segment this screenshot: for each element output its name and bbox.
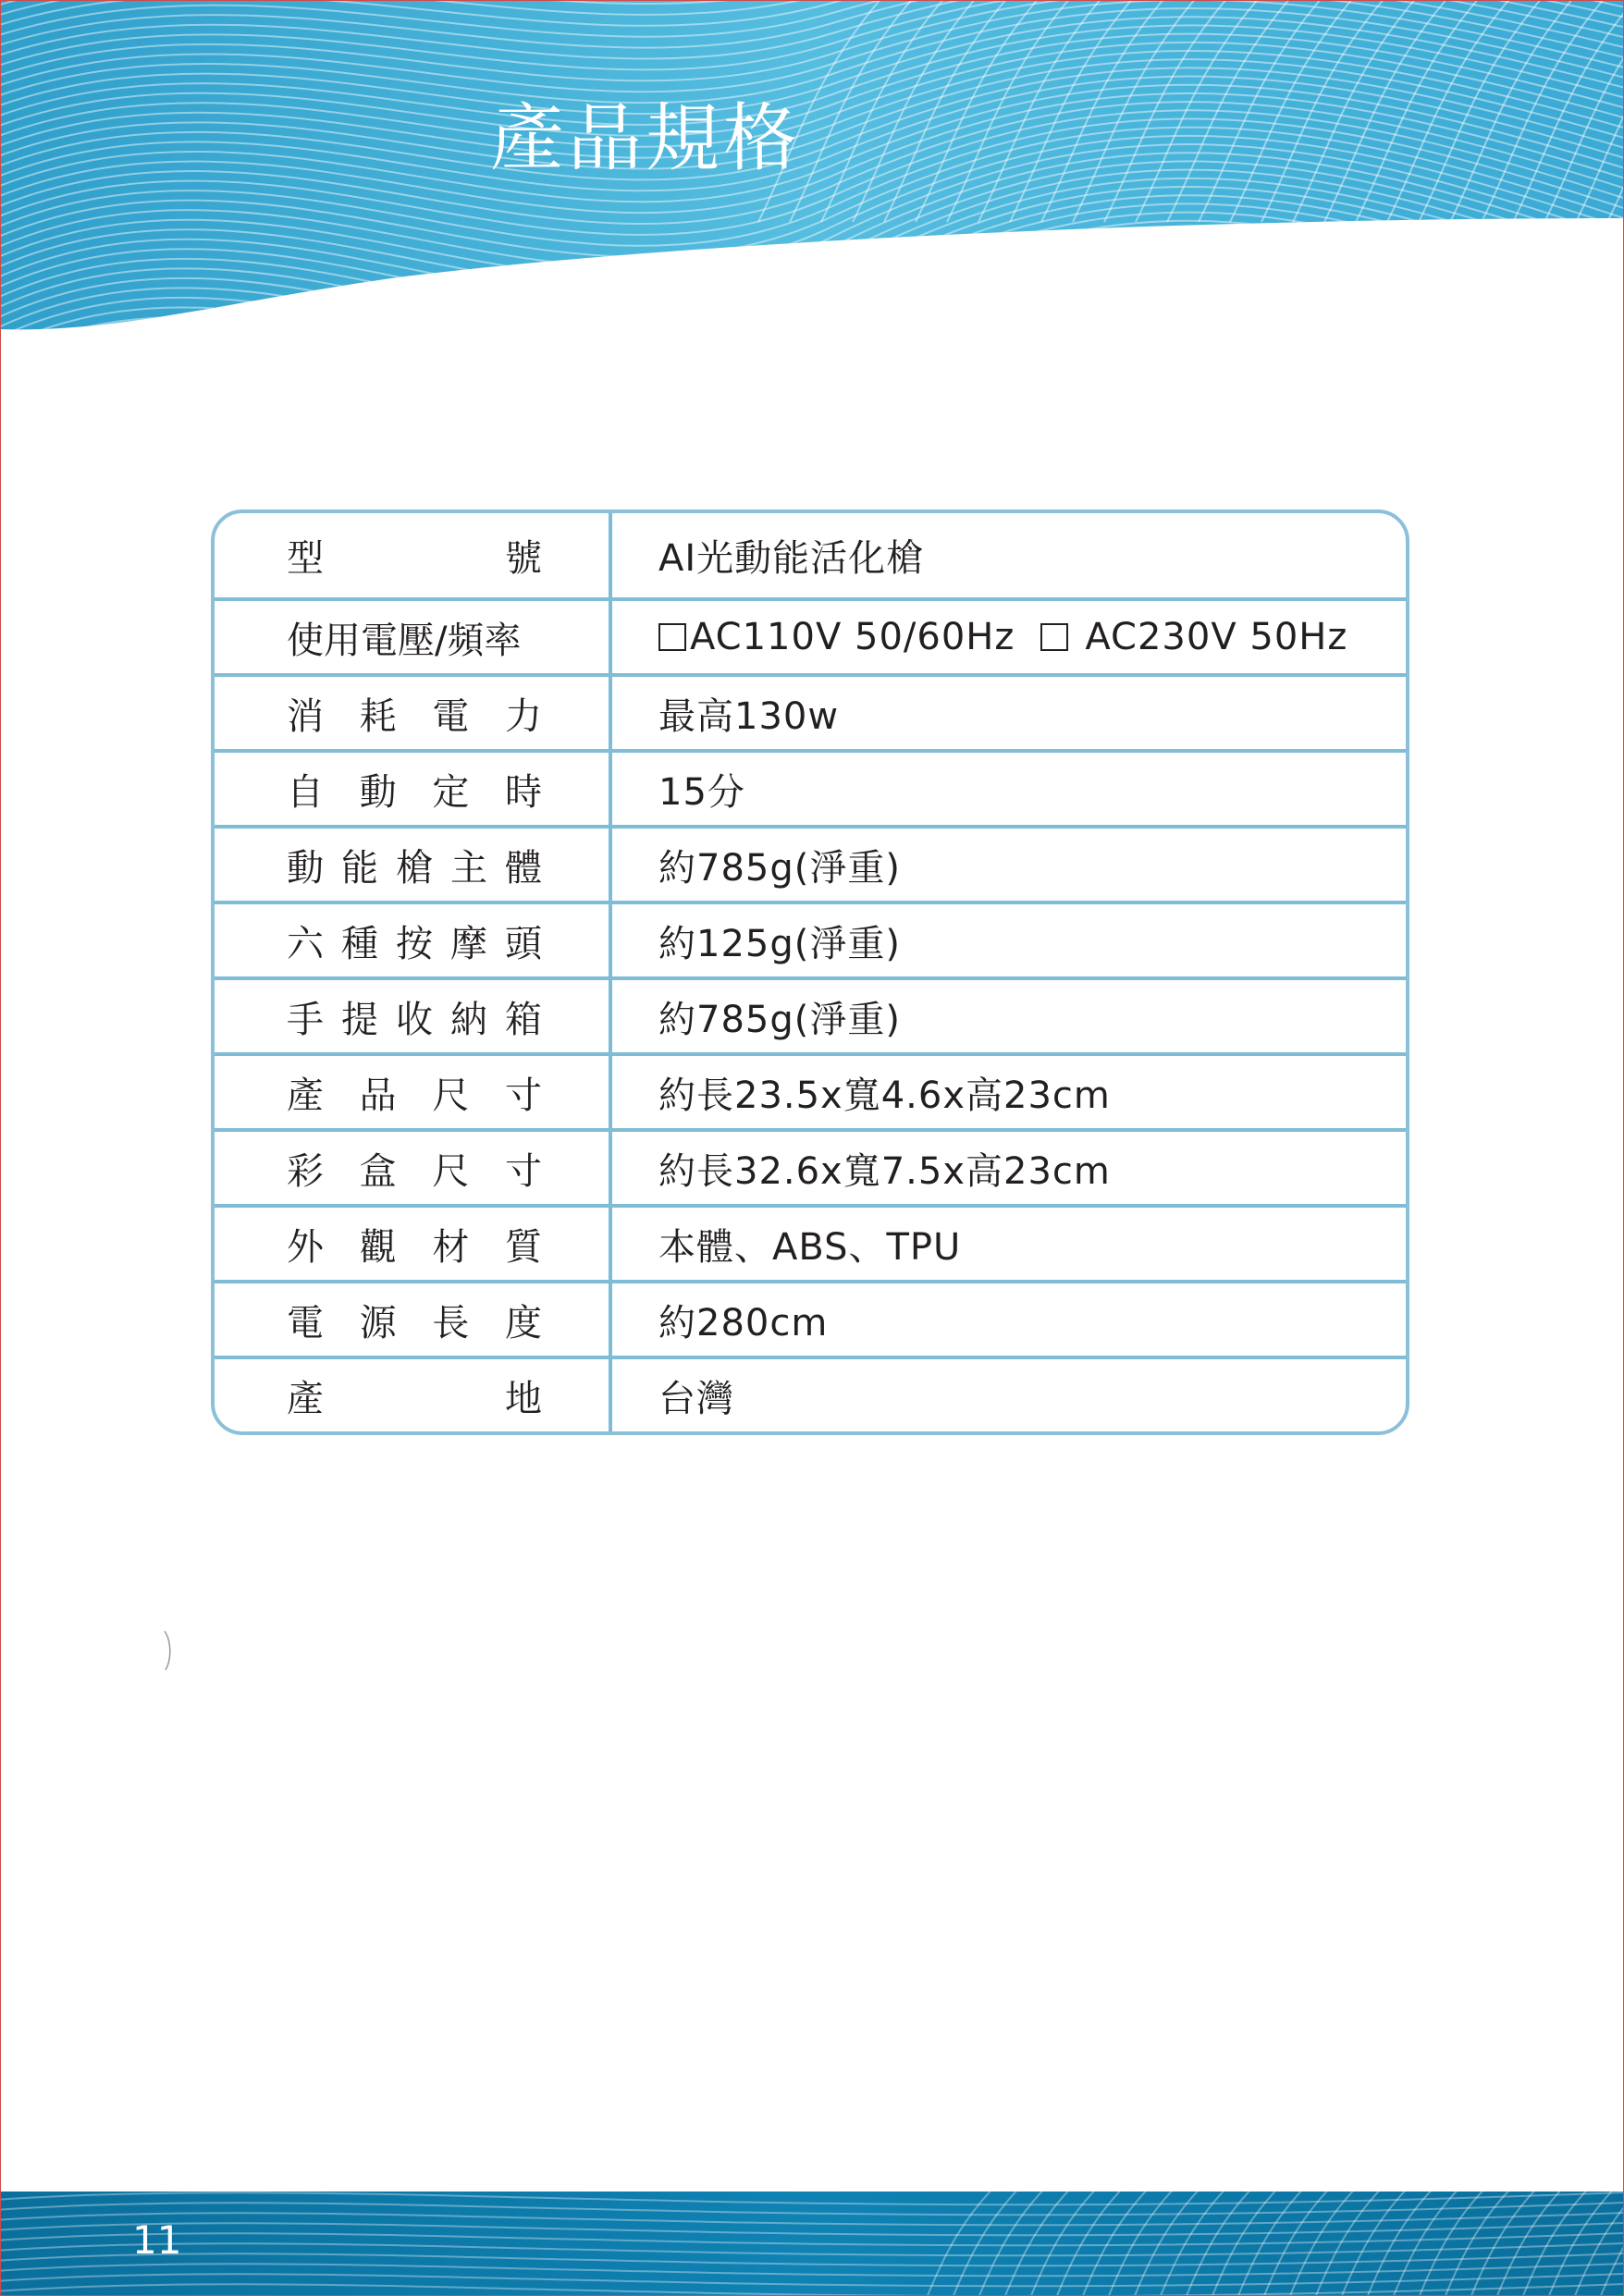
table-row (215, 1356, 1406, 1431)
table-row (215, 976, 1406, 1052)
spec-value: 約785g(淨重) (658, 998, 901, 1041)
spec-label: 使用電壓/頻率 (215, 601, 612, 673)
table-row (215, 1204, 1406, 1280)
table-row (215, 749, 1406, 825)
option-label: AC230V 50Hz (1085, 616, 1348, 658)
footer-wave-band (0, 2192, 1624, 2296)
table-row (215, 513, 1406, 597)
checkbox (1040, 623, 1068, 651)
stray-mark (163, 1629, 174, 1672)
spec-label: 消 耗 電 力 (215, 677, 612, 749)
spec-label: 產 品 尺 寸 (215, 1056, 612, 1128)
spec-label: 彩 盒 尺 寸 (215, 1132, 612, 1204)
checkbox (658, 623, 686, 651)
spec-label: 型 號 (215, 513, 612, 597)
table-row (215, 825, 1406, 901)
option-label: AC110V 50/60Hz (690, 616, 1015, 658)
spec-value: 最高130w (658, 694, 840, 738)
spec-value: 約長32.6x寬7.5x高23cm (658, 1149, 1111, 1193)
spec-value: 約280cm (658, 1301, 829, 1344)
spec-value (612, 601, 1406, 673)
spec-label: 電 源 長 度 (215, 1283, 612, 1356)
spec-table (211, 510, 1409, 1435)
header-wave-band (0, 0, 1624, 342)
spec-value: AI光動能活化槍 (658, 537, 925, 580)
spec-label: 六 種 按 摩 頭 (215, 904, 612, 976)
spec-value: 15分 (658, 770, 745, 814)
page-number: 11 (132, 2217, 182, 2263)
spec-value: 約長23.5x寬4.6x高23cm (658, 1074, 1111, 1117)
spec-label: 自 動 定 時 (215, 753, 612, 825)
table-row (215, 901, 1406, 976)
table-row (215, 1052, 1406, 1128)
page-title: 產品規格 (490, 95, 801, 181)
table-row (215, 597, 1406, 673)
spec-label: 產 地 (215, 1359, 612, 1431)
spec-value: 本體、ABS、TPU (658, 1225, 962, 1269)
spec-value: 約125g(淨重) (658, 922, 901, 965)
spec-value: 約785g(淨重) (658, 846, 901, 890)
table-row (215, 673, 1406, 749)
spec-value: 台灣 (658, 1377, 734, 1420)
table-row (215, 1280, 1406, 1356)
spec-label: 動 能 槍 主 體 (215, 829, 612, 901)
spec-label: 手 提 收 納 箱 (215, 980, 612, 1052)
table-row (215, 1128, 1406, 1204)
spec-label: 外 觀 材 質 (215, 1208, 612, 1280)
